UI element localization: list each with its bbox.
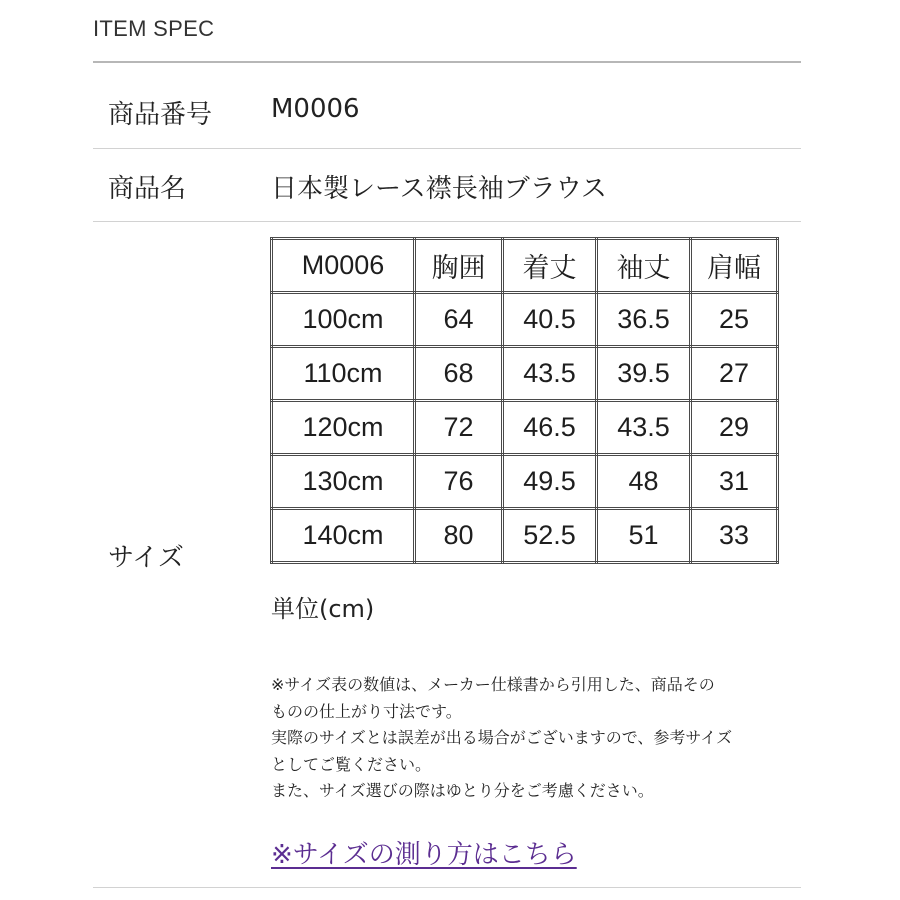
chest-cell: 76 <box>415 455 503 509</box>
header-cell-model: M0006 <box>272 239 415 293</box>
chest-cell: 68 <box>415 347 503 401</box>
shoulder-cell: 33 <box>691 509 778 563</box>
size-table <box>270 237 779 564</box>
table-row <box>272 509 778 563</box>
length-cell: 46.5 <box>503 401 597 455</box>
shoulder-cell: 29 <box>691 401 778 455</box>
unit-label: 単位(cm) <box>271 595 375 623</box>
size-cell: 140cm <box>272 509 415 563</box>
header-cell-shoulder: 肩幅 <box>691 239 778 293</box>
table-row <box>272 347 778 401</box>
note-line: ※サイズ表の数値は、メーカー仕様書から引用した、商品その <box>271 675 715 694</box>
length-cell: 43.5 <box>503 347 597 401</box>
header-cell-chest: 胸囲 <box>415 239 503 293</box>
shoulder-cell: 27 <box>691 347 778 401</box>
sleeve-cell: 36.5 <box>597 293 691 347</box>
spec-label-product-number: 商品番号 <box>108 100 213 130</box>
chest-cell: 64 <box>415 293 503 347</box>
sleeve-cell: 39.5 <box>597 347 691 401</box>
note-line: 実際のサイズとは誤差が出る場合がございますので、参考サイズ <box>271 728 733 747</box>
note-line: また、サイズ選びの際はゆとり分をご考慮ください。 <box>271 781 654 800</box>
spec-value-product-number: M0006 <box>271 94 360 124</box>
heading-divider <box>93 61 801 63</box>
note-line: ものの仕上がり寸法です。 <box>271 701 462 721</box>
header-cell-length: 着丈 <box>503 239 597 293</box>
bottom-divider <box>93 887 801 888</box>
table-row <box>272 455 778 509</box>
sleeve-cell: 43.5 <box>597 401 691 455</box>
size-guide-link[interactable]: ※サイズの測り方はこちら <box>271 840 577 870</box>
table-row <box>272 401 778 455</box>
note-line: としてご覧ください。 <box>271 754 432 774</box>
size-cell: 110cm <box>272 347 415 401</box>
sleeve-cell: 51 <box>597 509 691 563</box>
spec-label-product-name: 商品名 <box>108 174 187 204</box>
size-notes <box>271 672 801 805</box>
section-heading: ITEM SPEC <box>93 16 215 41</box>
table-row <box>272 293 778 347</box>
size-cell: 120cm <box>272 401 415 455</box>
spec-value-product-name: 日本製レース襟長袖ブラウス <box>271 174 607 204</box>
row-divider <box>93 148 801 149</box>
sleeve-cell: 48 <box>597 455 691 509</box>
size-cell: 130cm <box>272 455 415 509</box>
size-cell: 100cm <box>272 293 415 347</box>
shoulder-cell: 31 <box>691 455 778 509</box>
length-cell: 52.5 <box>503 509 597 563</box>
length-cell: 40.5 <box>503 293 597 347</box>
chest-cell: 72 <box>415 401 503 455</box>
chest-cell: 80 <box>415 509 503 563</box>
header-cell-sleeve: 袖丈 <box>597 239 691 293</box>
spec-label-size: サイズ <box>108 543 184 573</box>
shoulder-cell: 25 <box>691 293 778 347</box>
size-table-header <box>272 239 778 293</box>
length-cell: 49.5 <box>503 455 597 509</box>
row-divider <box>93 221 801 222</box>
